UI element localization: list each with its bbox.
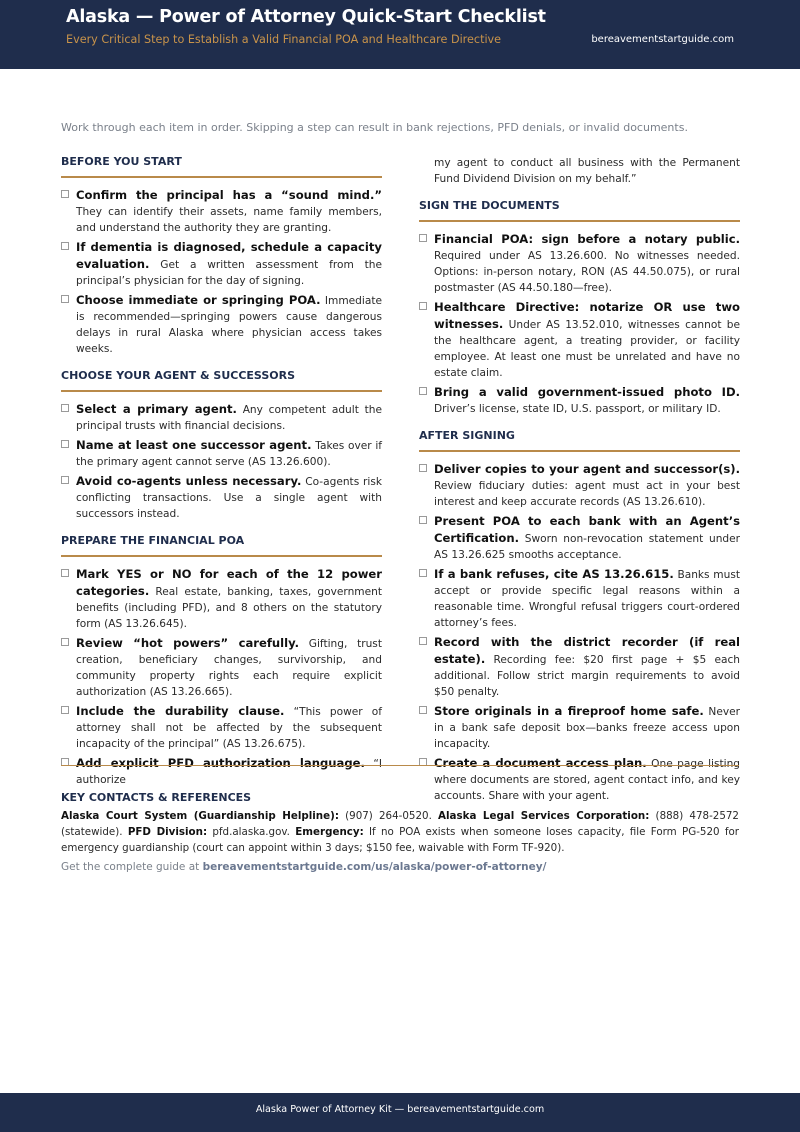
guide-prefix: Get the complete guide at	[61, 861, 200, 873]
item-lead: Confirm the principal has a “sound mind.”	[76, 188, 382, 202]
checkbox[interactable]	[61, 476, 69, 484]
checklist-item	[419, 299, 740, 381]
item-lead: Bring a valid government-issued photo ID.	[434, 385, 740, 399]
item-text: Banks must accept or provide specific legal reasons within a reasonable time. Wrongful refusal triggers court-ordered attorney’s fees.	[434, 569, 740, 629]
checklist-item	[61, 755, 382, 788]
checklist-item	[61, 401, 382, 434]
checkbox[interactable]	[61, 295, 69, 303]
checklist-item	[419, 231, 740, 296]
legal-value: (888) 478-2572 (statewide).	[61, 810, 739, 838]
section-heading: SIGN THE DOCUMENTS	[419, 199, 740, 222]
item-lead: Record with the district recorder (if real estate).	[434, 635, 740, 666]
checklist-item	[61, 292, 382, 357]
pfd-value: pfd.alaska.gov.	[212, 826, 290, 838]
checklist-item	[419, 566, 740, 631]
page-footer: Alaska Power of Attorney Kit — bereavementstartguide.com	[0, 1093, 800, 1132]
checkbox[interactable]	[419, 516, 427, 524]
legal-label: Alaska Legal Services Corporation:	[438, 810, 650, 822]
guide-link[interactable]: bereavementstartguide.com/us/alaska/power-of-attorney/	[202, 861, 547, 873]
key-contacts	[61, 791, 739, 873]
item-text: Never in a bank safe deposit box—banks freeze access upon incapacity.	[434, 706, 740, 750]
header-site-link: bereavementstartguide.com	[591, 34, 734, 45]
section-divider	[61, 765, 739, 766]
section-heading: BEFORE YOU START	[61, 155, 382, 178]
checkbox[interactable]	[61, 569, 69, 577]
checkbox[interactable]	[61, 242, 69, 250]
item-lead: Choose immediate or springing POA.	[76, 293, 321, 307]
checkbox[interactable]	[61, 706, 69, 714]
item-text: Immediate is recommended—springing powers cause dangerous delays in rural Alaska where physician access takes weeks.	[76, 295, 382, 355]
item-text: “This power of attorney shall not be affected by the subsequent incapacity of the principal” (AS 13.26.675).	[76, 706, 382, 750]
item-lead: Store originals in a fireproof home safe.	[434, 704, 704, 718]
section-heading: AFTER SIGNING	[419, 429, 740, 452]
right-column	[419, 155, 740, 816]
checkbox[interactable]	[419, 302, 427, 310]
checklist-section	[419, 429, 740, 804]
page-subtitle: Every Critical Step to Establish a Valid Financial POA and Healthcare Directive	[66, 33, 502, 46]
emergency-value: If no POA exists when someone loses capacity, file Form PG-520 for emergency guardianship (court can appoint within 3 days; $150 fee, waivable with Form TF-920).	[61, 826, 740, 854]
checklist-item	[419, 461, 740, 510]
item-lead: Deliver copies to your agent and successor(s).	[434, 462, 740, 476]
intro-text: Work through each item in order. Skipping a step can result in bank rejections, PFD denials, or invalid documents.	[61, 121, 688, 134]
item-text: Under AS 13.52.010, witnesses cannot be the healthcare agent, a treating provider, or facility employee. At least one must be unrelated and have no estate claim.	[434, 319, 740, 379]
checkbox[interactable]	[419, 637, 427, 645]
item-text: One page listing where documents are stored, agent contact info, and key accounts. Share with your agent.	[434, 758, 741, 802]
checklist-item	[61, 703, 382, 752]
contacts-heading: KEY CONTACTS & REFERENCES	[61, 791, 252, 804]
guide-line	[61, 861, 739, 873]
checkbox[interactable]	[419, 234, 427, 242]
checkbox[interactable]	[61, 638, 69, 646]
court-value: (907) 264-0520.	[345, 810, 432, 822]
page-header	[0, 0, 800, 69]
emergency-label: Emergency:	[295, 826, 364, 838]
item-lead: If dementia is diagnosed, schedule a capacity evaluation.	[76, 240, 382, 271]
checklist-section	[419, 199, 740, 417]
item-lead: Name at least one successor agent.	[76, 438, 312, 452]
item-lead: Present POA to each bank with an Agent’s Certification.	[434, 514, 740, 545]
item-lead: Add explicit PFD authorization language.	[76, 756, 365, 770]
checkbox[interactable]	[61, 404, 69, 412]
item-text: Takes over if the primary agent cannot serve (AS 13.26.600).	[76, 440, 383, 468]
contacts-body	[61, 808, 739, 856]
checklist-item	[419, 634, 740, 700]
item-text: “I authorize	[76, 758, 382, 786]
checklist-item	[61, 635, 382, 700]
checklist-section	[61, 369, 382, 522]
item-text: Gifting, trust creation, beneficiary changes, survivorship, and community property rights each require explicit authorization (AS 13.26.665).	[76, 638, 382, 698]
item-lead: Financial POA: sign before a notary public.	[434, 232, 740, 246]
item-lead: Mark YES or NO for each of the 12 power categories.	[76, 567, 382, 598]
checklist-item	[61, 239, 382, 289]
item-text: Co-agents risk conflicting transactions. Use a single agent with successors instead.	[76, 476, 382, 520]
checkbox[interactable]	[419, 569, 427, 577]
item-text: Driver’s license, state ID, U.S. passport, or military ID.	[434, 403, 721, 415]
item-text: Get a written assessment from the principal’s physician for the day of signing.	[76, 259, 382, 287]
item-lead: Avoid co-agents unless necessary.	[76, 474, 302, 488]
checkbox[interactable]	[419, 464, 427, 472]
checklist-item	[419, 703, 740, 752]
item-lead: Include the durability clause.	[76, 704, 285, 718]
item-text: Recording fee: $20 first page + $5 each additional. Follow strict margin requirements to avoid $50 penalty.	[434, 654, 740, 698]
item-text: Sworn non-revocation statement under AS 13.26.625 smooths acceptance.	[434, 533, 741, 561]
left-column	[61, 155, 382, 800]
checklist-section	[61, 155, 382, 357]
checklist-item	[61, 437, 382, 470]
checkbox[interactable]	[419, 706, 427, 714]
item-lead: Review “hot powers” carefully.	[76, 636, 299, 650]
section-heading: CHOOSE YOUR AGENT & SUCCESSORS	[61, 369, 382, 392]
item-lead: Select a primary agent.	[76, 402, 237, 416]
item-lead: Healthcare Directive: notarize OR use two witnesses.	[434, 300, 740, 331]
item-continuation: my agent to conduct all business with the Permanent Fund Dividend Division on my behalf.”	[434, 157, 740, 185]
checklist-item	[61, 566, 382, 632]
pfd-label: PFD Division:	[127, 826, 208, 838]
section-heading: PREPARE THE FINANCIAL POA	[61, 534, 382, 557]
item-text: Any competent adult the principal trusts with financial decisions.	[76, 404, 382, 432]
item-text: Real estate, banking, taxes, government benefits (including PFD), and 8 others on the statutory form (AS 13.26.645).	[76, 586, 382, 630]
checklist-item	[419, 513, 740, 563]
checklist-section	[61, 534, 382, 788]
checkbox[interactable]	[61, 190, 69, 198]
checkbox[interactable]	[61, 440, 69, 448]
item-text: Review fiduciary duties: agent must act in your best interest and keep accurate records (AS 13.26.610).	[434, 480, 740, 508]
item-text: They can identify their assets, name family members, and understand the authority they are granting.	[76, 206, 382, 234]
court-label: Alaska Court System (Guardianship Helpline):	[61, 810, 339, 822]
item-lead: If a bank refuses, cite AS 13.26.615.	[434, 567, 674, 581]
item-lead: Create a document access plan.	[434, 756, 647, 770]
checklist-item	[61, 473, 382, 522]
checkbox[interactable]	[419, 387, 427, 395]
item-text: Required under AS 13.26.600. No witnesses needed. Options: in-person notary, RON (AS 44.50.075), or rural postmaster (AS 44.50.180—free).	[434, 250, 740, 294]
checklist-item	[61, 187, 382, 236]
checklist-item	[419, 384, 740, 417]
page-title: Alaska — Power of Attorney Quick-Start Checklist	[66, 7, 546, 27]
